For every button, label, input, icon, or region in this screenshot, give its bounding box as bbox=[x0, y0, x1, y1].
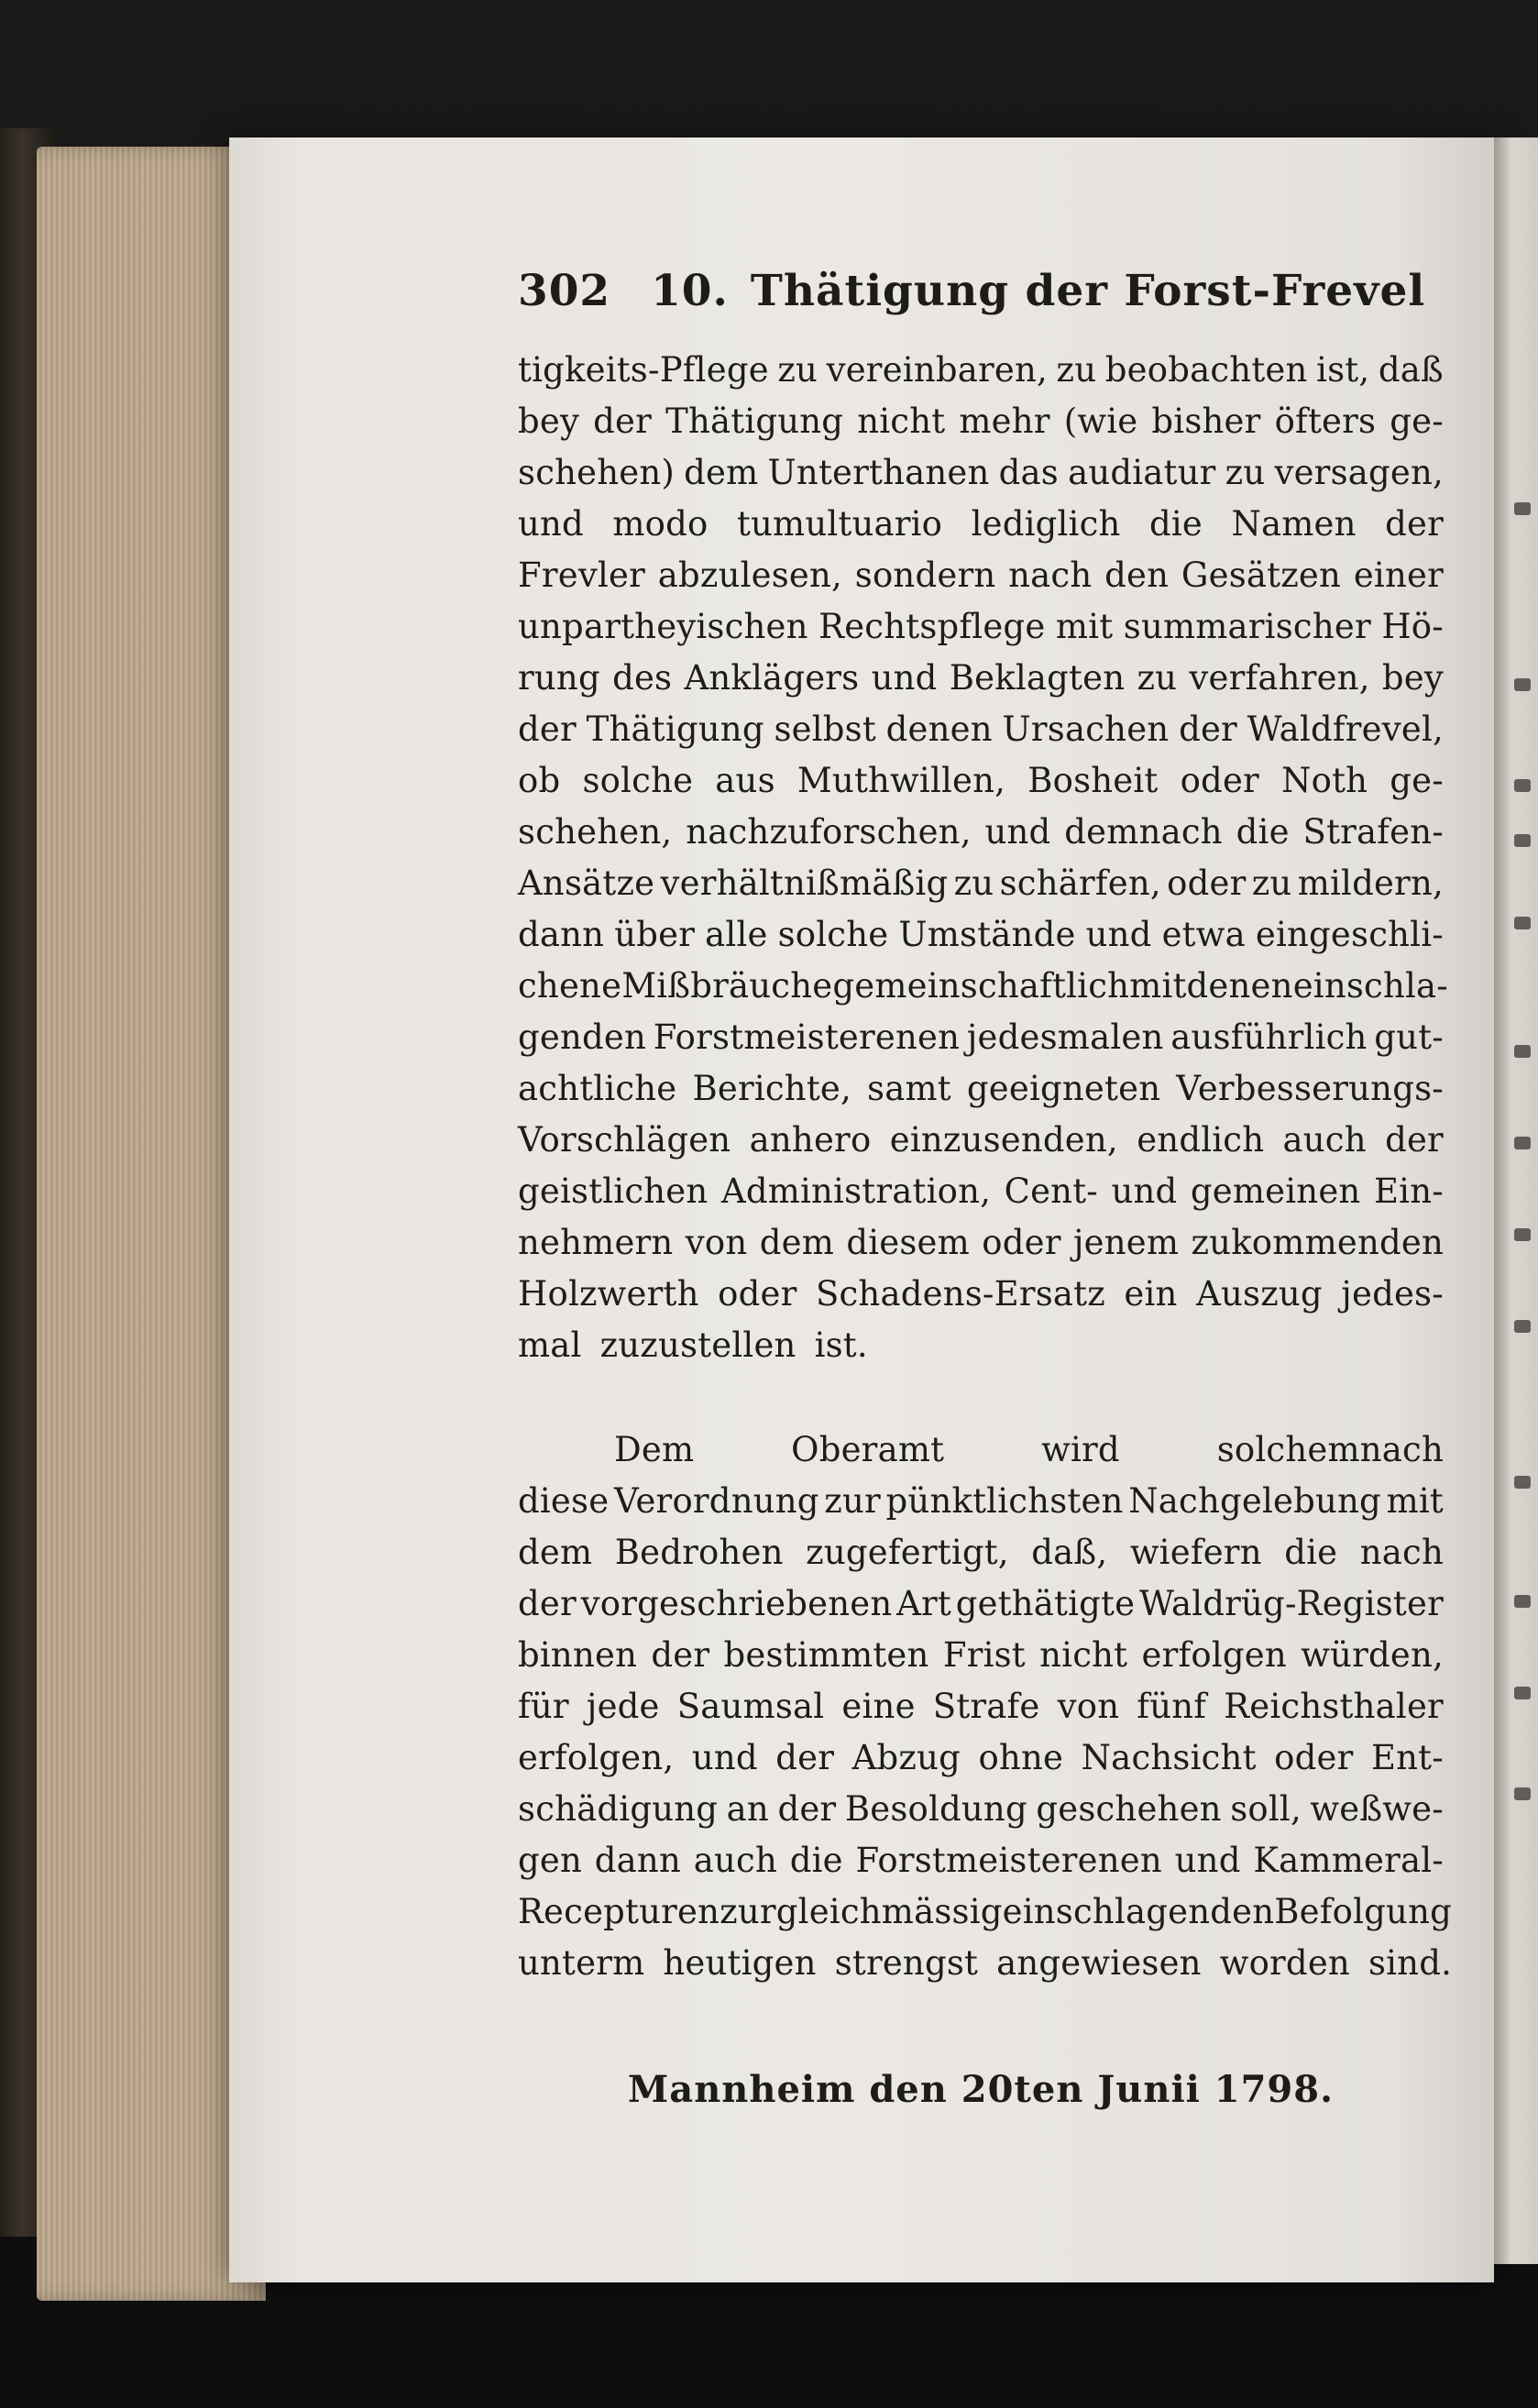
text-line: Vorschlägen anhero einzusenden, endlich auch der bbox=[518, 1120, 1444, 1160]
text-line: Recepturen zur gleichmässig einschlagenden Befolgung bbox=[518, 1892, 1452, 1931]
text-line: dann über alle solche Umstände und etwa eingeschli- bbox=[518, 915, 1444, 954]
text-line: ob solche aus Muthwillen, Bosheit oder Noth ge- bbox=[518, 761, 1444, 800]
chapter-title: Thätigung der Forst-Frevel bbox=[750, 266, 1426, 316]
text-line: schädigung an der Besoldung geschehen soll, weßwe- bbox=[518, 1789, 1444, 1829]
text-line: unpartheyischen Rechtspflege mit summarischer Hö- bbox=[518, 607, 1444, 646]
text-line: für jede Saumsal eine Strafe von fünf Reichsthaler bbox=[518, 1687, 1444, 1726]
text-line: der vorgeschriebenen Art gethätigte Waldrüg-Register bbox=[518, 1584, 1444, 1623]
text-line: achtliche Berichte, samt geeigneten Verbesserungs- bbox=[518, 1069, 1444, 1108]
text-line: unterm heutigen strengst angewiesen worden sind. bbox=[518, 1943, 1453, 1983]
facing-page-ink-mark bbox=[1514, 1137, 1531, 1149]
facing-page-ink-mark bbox=[1514, 678, 1531, 691]
paragraph-1 bbox=[518, 345, 1448, 1371]
chapter-number: 10. bbox=[651, 266, 729, 316]
text-line: und modo tumultuario lediglich die Namen der bbox=[518, 504, 1444, 544]
text-line: diese Verordnung zur pünktlichsten Nachgelebung mit bbox=[518, 1481, 1444, 1521]
facing-page-ink-mark bbox=[1514, 1595, 1531, 1608]
text-line: Ansätze verhältnißmäßig zu schärfen, oder zu mildern, bbox=[518, 863, 1444, 903]
text-line: Frevler abzulesen, sondern nach den Gesätzen einer bbox=[518, 555, 1444, 595]
text-line: chene Mißbräuche gemeinschaftlich mit denen einschla- bbox=[518, 966, 1448, 1006]
facing-page-ink-mark bbox=[1514, 1687, 1531, 1699]
facing-page-ink-mark bbox=[1514, 1787, 1531, 1800]
text-line: dem Bedrohen zugefertigt, daß, wiefern die nach bbox=[518, 1533, 1444, 1572]
facing-page-ink-mark bbox=[1514, 1228, 1531, 1241]
facing-page-edge bbox=[1494, 137, 1538, 2264]
facing-page-ink-mark bbox=[1514, 834, 1531, 847]
text-line: Dem Oberamt wird solchemnach bbox=[614, 1430, 1444, 1469]
paragraph-2 bbox=[518, 1424, 1453, 1989]
facing-page-ink-mark bbox=[1514, 779, 1531, 792]
text-line: der Thätigung selbst denen Ursachen der Waldfrevel, bbox=[518, 709, 1444, 749]
dateline: Mannheim den 20ten Junii 1798. bbox=[628, 2068, 1335, 2111]
text-line: rung des Anklägers und Beklagten zu verfahren, bey bbox=[518, 658, 1444, 698]
text-line: bey der Thätigung nicht mehr (wie bisher öfters ge- bbox=[518, 401, 1444, 441]
facing-page-ink-mark bbox=[1514, 917, 1531, 929]
text-line: Holzwerth oder Schadens-Ersatz ein Auszug jedes- bbox=[518, 1274, 1444, 1314]
facing-page-ink-mark bbox=[1514, 1476, 1531, 1489]
page-number: 302 bbox=[518, 266, 611, 316]
facing-page-ink-mark bbox=[1514, 1320, 1531, 1333]
facing-page-ink-mark bbox=[1514, 1045, 1531, 1058]
text-line: geistlichen Administration, Cent- und gemeinen Ein- bbox=[518, 1171, 1444, 1211]
text-line: binnen der bestimmten Frist nicht erfolgen würden, bbox=[518, 1635, 1444, 1675]
text-line: nehmern von dem diesem oder jenem zukommenden bbox=[518, 1223, 1444, 1262]
page-text bbox=[518, 266, 1453, 2111]
facing-page-ink-mark bbox=[1514, 502, 1531, 515]
text-line: erfolgen, und der Abzug ohne Nachsicht oder Ent- bbox=[518, 1738, 1444, 1777]
text-line: tigkeits-Pflege zu vereinbaren, zu beobachten ist, daß bbox=[518, 350, 1444, 390]
text-line: schehen) dem Unterthanen das audiatur zu versagen, bbox=[518, 453, 1444, 492]
text-line: genden Forstmeisterenen jedesmalen ausführlich gut- bbox=[518, 1017, 1444, 1057]
running-head bbox=[518, 266, 1444, 345]
text-line: mal zuzustellen ist. bbox=[518, 1325, 868, 1365]
text-line: gen dann auch die Forstmeisterenen und Kammeral- bbox=[518, 1841, 1444, 1880]
text-line: schehen, nachzuforschen, und demnach die Strafen- bbox=[518, 812, 1444, 852]
